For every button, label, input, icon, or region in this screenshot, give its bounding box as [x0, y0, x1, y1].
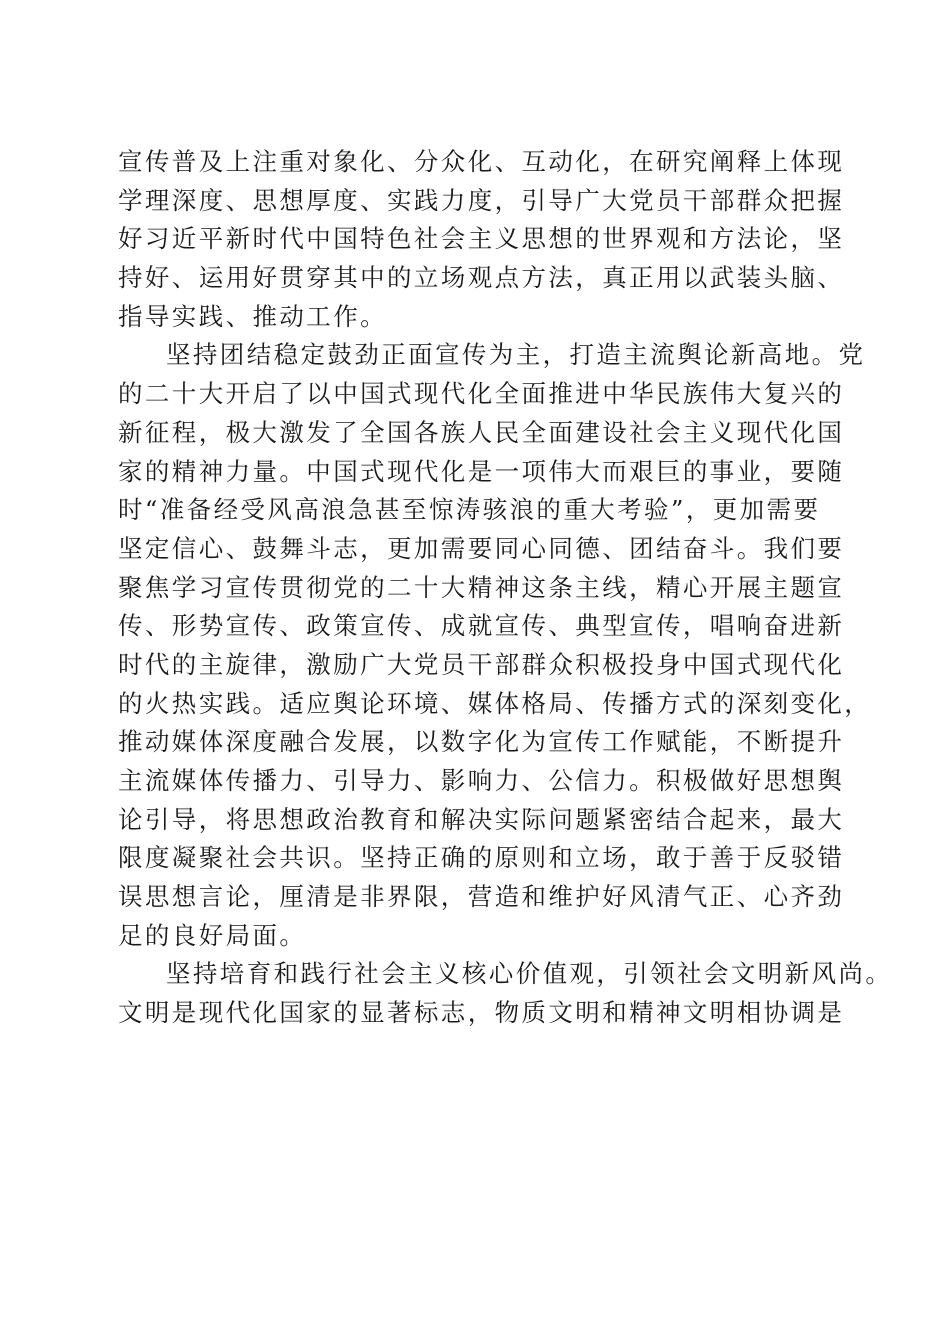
text-line: 推动媒体深度融合发展，以数字化为宣传工作赋能，不断提升	[118, 727, 845, 757]
paragraph-unity-stability	[118, 336, 872, 955]
text-line: 时代的主旋律，激励广大党员干部群众积极投身中国式现代化	[118, 649, 845, 679]
text-line: 持好、运用好贯穿其中的立场观点方法，真正用以武装头脑、	[118, 263, 845, 293]
text-line: 聚焦学习宣传贯彻党的二十大精神这条主线，精心开展主题宣	[118, 572, 845, 602]
text-line: 传、形势宣传、政策宣传、成就宣传、典型宣传，唱响奋进新	[118, 611, 845, 641]
text-line: 文明是现代化国家的显著标志，物质文明和精神文明相协调是	[118, 998, 845, 1028]
text-line: 时“准备经受风高浪急甚至惊涛骇浪的重大考验”，更加需要	[118, 495, 821, 525]
text-line: 坚持培育和践行社会主义核心价值观，引领社会文明新风尚。	[166, 959, 893, 989]
text-line: 限度凝聚社会共识。坚持正确的原则和立场，敢于善于反驳错	[118, 843, 845, 873]
text-line: 宣传普及上注重对象化、分众化、互动化，在研究阐释上体现	[118, 147, 845, 176]
text-line: 误思想言论，厘清是非界限，营造和维护好风清气正、心齐劲	[118, 882, 845, 912]
text-line: 足的良好局面。	[118, 920, 307, 950]
text-line: 家的精神力量。中国式现代化是一项伟大而艰巨的事业，要随	[118, 456, 845, 486]
text-line: 新征程，极大激发了全国各族人民全面建设社会主义现代化国	[118, 417, 845, 447]
text-line: 的火热实践。适应舆论环境、媒体格局、传播方式的深刻变化，	[118, 688, 872, 718]
text-line: 坚定信心、鼓舞斗志，更加需要同心同德、团结奋斗。我们要	[118, 533, 845, 563]
document-body	[118, 143, 893, 1033]
text-line: 好习近平新时代中国特色社会主义思想的世界观和方法论，坚	[118, 224, 845, 254]
paragraph-core-values	[118, 955, 893, 1032]
paragraph-continuation	[118, 143, 845, 336]
text-line: 指导实践、推动工作。	[118, 301, 387, 331]
text-line: 论引导，将思想政治教育和解决实际问题紧密结合起来，最大	[118, 804, 845, 834]
text-line: 的二十大开启了以中国式现代化全面推进中华民族伟大复兴的	[118, 379, 845, 409]
text-line: 学理深度、思想厚度、实践力度，引导广大党员干部群众把握	[118, 185, 845, 215]
text-line: 主流媒体传播力、引导力、影响力、公信力。积极做好思想舆	[118, 766, 845, 795]
text-line: 坚持团结稳定鼓劲正面宣传为主，打造主流舆论新高地。党	[166, 340, 866, 370]
